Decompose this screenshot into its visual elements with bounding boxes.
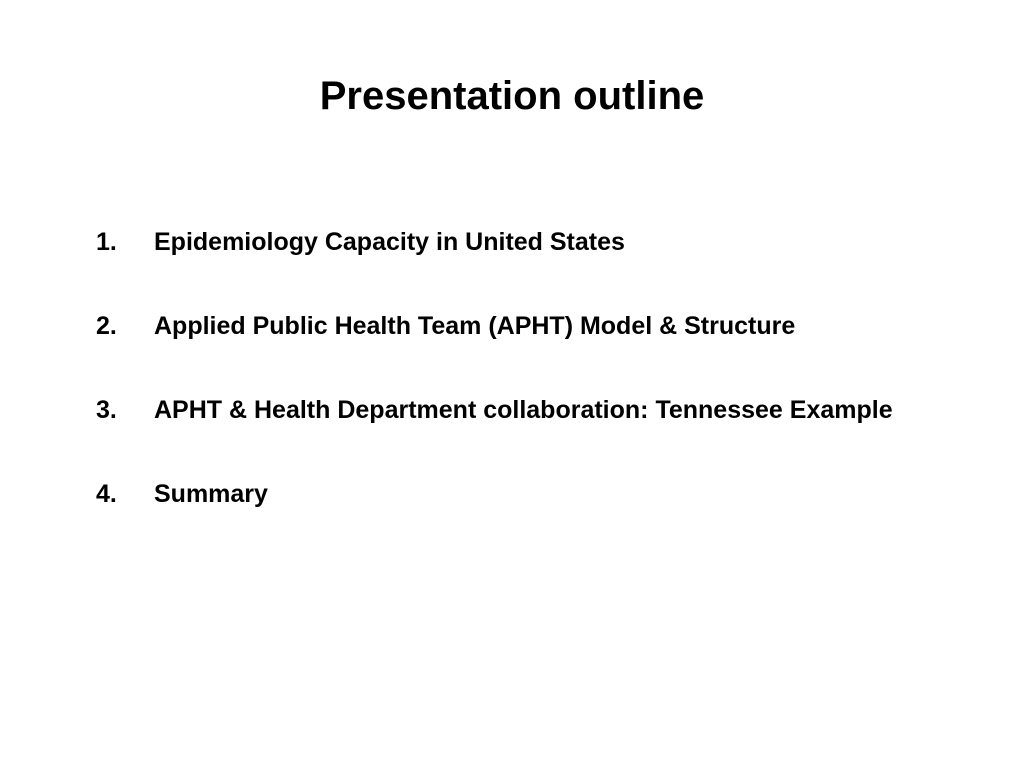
outline-item-3 — [96, 390, 956, 430]
outline-item-1 — [96, 222, 956, 262]
outline-item-text: APHT & Health Department collaboration: Tennessee Example — [154, 396, 893, 424]
outline-item-2 — [96, 306, 956, 346]
outline-item-4 — [96, 474, 956, 514]
outline-list — [96, 222, 956, 558]
outline-item-text: Epidemiology Capacity in United States — [154, 228, 625, 256]
outline-item-number: 1. — [96, 228, 117, 256]
outline-item-number: 2. — [96, 312, 117, 340]
outline-item-number: 4. — [96, 480, 117, 508]
outline-item-text: Summary — [154, 480, 268, 508]
outline-item-number: 3. — [96, 396, 117, 424]
outline-item-text: Applied Public Health Team (APHT) Model & Structure — [154, 312, 796, 340]
slide-title: Presentation outline — [319, 74, 705, 118]
